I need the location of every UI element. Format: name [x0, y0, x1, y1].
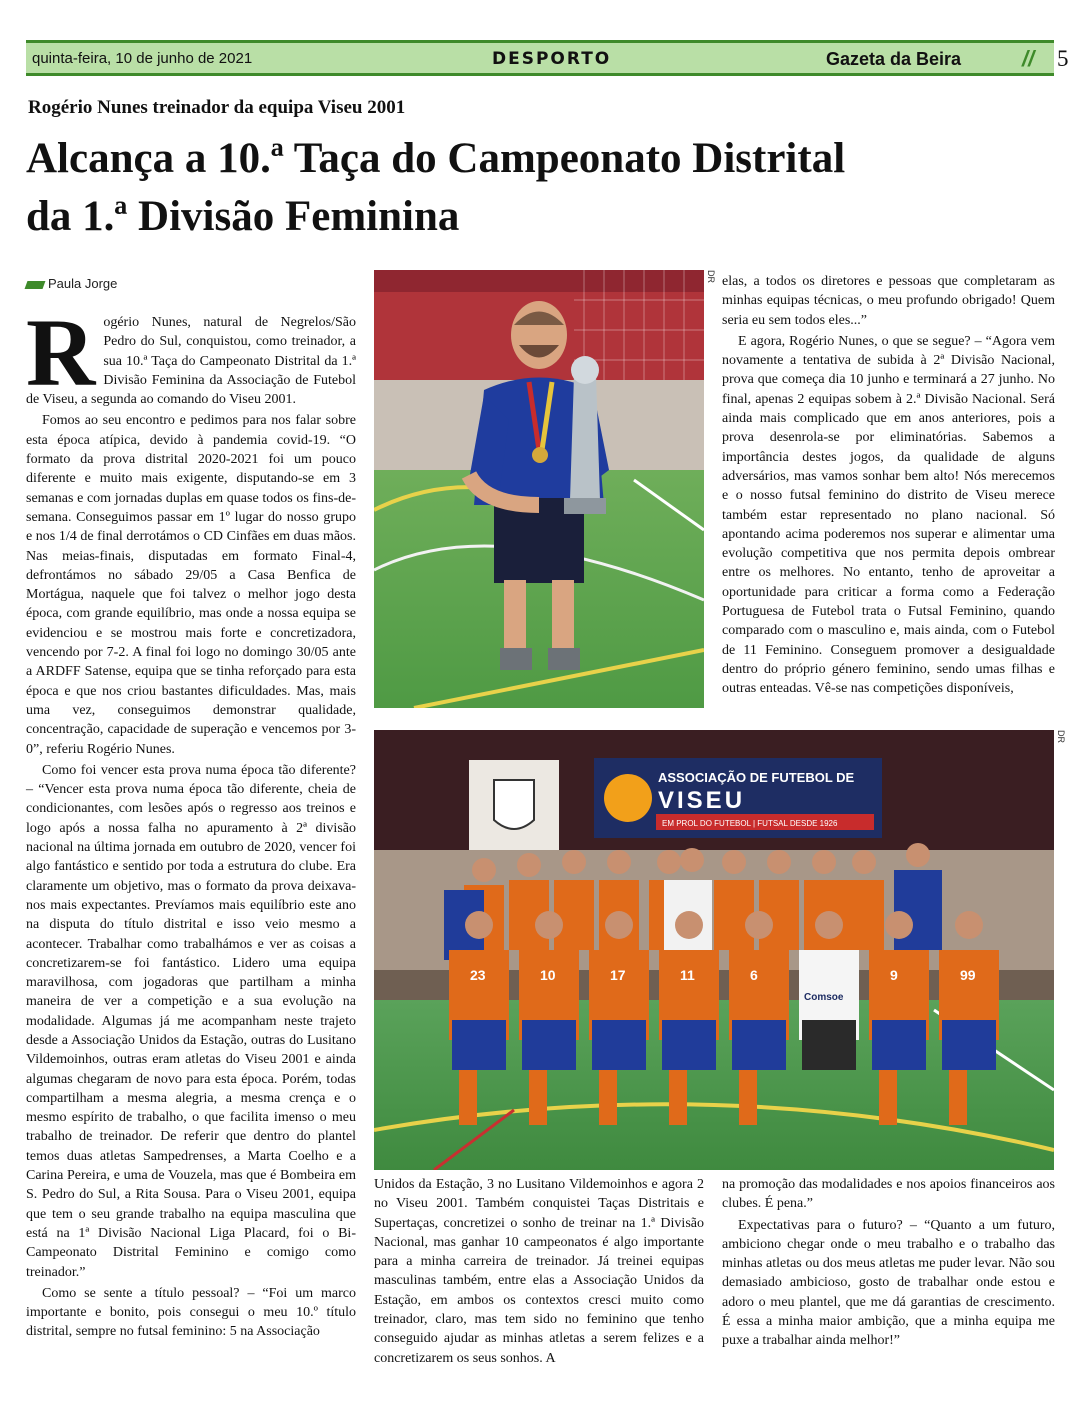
jersey-number: 23: [470, 967, 486, 983]
paragraph: E agora, Rogério Nunes, o que se segue? – “Agora vem novamente a tentativa de subida à 2ª Divisão Nacional, prova que começa dia 10 junho e terminará a 27 junho. No final, apenas 2 equipas sobem à 2.ª Divisão Nacional. Será ainda mais complicado que em anos anteriores, pois a prova desenrola-se por eliminatórias. Sabemos a importância destes jogos, da qualidade de alguns adversários, mas vamos sonhar bem alto! Nós merecemos e o nosso futsal feminino do distrito de Viseu merece também estar representado no plano nacional. Só apontando acima poderemos nos superar e alimentar uma evolução competitiva que nos permita depois ombrear entre os melhores. No entanto, tenho de aproveitar a oportunidade para criticar a forma como a Federação Portuguesa de Futebol trata o Futsal Feminino, quando comparado com o masculino e, mais ainda, com o Futebol de 11 Feminino. Conseguem promover a desigualdade dentro do próprio género feminino, sendo umas filhas e outras enteadas. Vê-se nas competições disponíveis,: [722, 333, 1055, 697]
paragraph-text: ogério Nunes, natural de Negrelos/São Pedro do Sul, conquistou, como treinador, a sua 10.ª Taça do Campeonato Distrital da 1.ª Divisão Feminina da Associação de Futebol de Viseu, a segunda ao comando do Viseu 2001.: [26, 315, 356, 408]
header-separator: //: [1022, 46, 1035, 71]
coach-trophy-photo: [374, 270, 704, 708]
author-name: Paula Jorge: [48, 276, 118, 291]
paragraph: Como foi vencer esta prova numa época tão diferente? – “Vencer esta prova numa época tão diferente, cheia de condicionantes, com lesões após o regresso aos treinos e logo após a nossa falha no apuramento à 2ª divisão nacional na última jornada em outubro de 2020, vencer foi algo fantástico e sentido por toda a estrutura do clube. Era claramente um objetivo, mas o formato da prova deixava-nos mais expectantes. Prevíamos mais equilíbrio este ano na disputa do título distrital e isso veio mesmo a acontecer. Trabalhar como trabalhámos e ver as coisas a concretizarem-se foi fantástico. Lidero uma equipa maravilhosa, com jogadoras que partilham a minha maneira de ver a competição e a sua evolução na modalidade. Algumas já me acompanham neste trajeto desde a Associação Unidos da Estação, outras do Lusitano Vildemoinhos, outras eram atletas do Viseu 2001 e ainda algumas chegaram de novo para esta época. Porém, todas compartilham a mesma alegria, a mesma crença e o mesmo espírito de trabalho, o que facilita imenso o meu trabalho de treinador. De referir que dentro do plantel temos duas atletas Sampedrenses, a Marta Coelho e a Carina Pereira, e uma de Vouzela, mas que é Bombeira em S. Pedro do Sul, a Rita Sousa. Para o Viseu 2001, equipa que tem o seu grande trabalho na equipa masculina que está na 1ª Divisão Nacional Liga Placard, foi o Bi-Campeonato Distrital Feminino e comigo como treinador.”: [26, 762, 356, 1280]
banner-line-1: ASSOCIAÇÃO DE FUTEBOL DE: [658, 770, 855, 785]
team-photo: [374, 730, 1054, 1170]
headline-line-2: da 1.ª Divisão Feminina: [26, 193, 460, 240]
article-column-3-top: [722, 272, 1055, 701]
jersey-number: 99: [960, 967, 976, 983]
article-column-3-bottom: [722, 1175, 1055, 1353]
paragraph: Como se sente a título pessoal? – “Foi um marco importante e bonito, pois consegui o meu 10.º título distrital, sempre no futsal feminino: 5 na Associação: [26, 1285, 356, 1340]
jersey-number: 6: [750, 967, 758, 983]
article-column-2: [374, 1175, 704, 1370]
page-header: [26, 40, 1069, 76]
paragraph: Unidos da Estação, 3 no Lusitano Vildemoinhos e agora 2 no Viseu 2001. Também conquistei Taças Distritais e Supertaças, concretizei o sonho de treinar na 1.ª Divisão Nacional, mas ganhar 10 campeonatos é algo importante para a minha carreira de treinador. Já treinei equipas masculinas também, entre elas a Associação Unidos da Estação, em ambos os contextos cresci muito como treinador, claro, mas tem sido no feminino que tenho conseguido ajudar as minhas atletas a serem felizes e a concretizarem os seus sonhos. A: [374, 1177, 704, 1366]
byline: [26, 276, 117, 291]
newspaper-name: Gazeta da Beira: [826, 49, 962, 69]
jersey-number: 17: [610, 967, 626, 983]
paragraph: Fomos ao seu encontro e pedimos para nos falar sobre esta época atípica, devido à pandemia covid-19. “O formato da prova distrital 2020-2021 foi um pouco diferente e muito mais exigente, disputando-se em 3 semanas e com jornadas duplas em quase todos os fins-de-semana. Conseguimos passar em 1º lugar do nosso grupo e nos 1/4 de final derrotámos o CD Cinfães em duas mãos. Nas meias-finais, disputadas em formato Final-4, defrontámos no sábado 29/05 a Casa Benfica de Mortágua, naquele que foi talvez o melhor jogo desta época, com grande equilíbrio, mas onde a nossa equipa se evidenciou e se mostrou mais forte e concretizadora, vencendo por 7-2. A final foi logo no domingo 30/05 ante a ARDFF Satense, equipa que se tinha reforçado para esta época e que nos criou bastantes dificuldades. Mas, mais uma vez, conseguimos demonstrar qualidade, concentração, capacidade de superação e vencemos por 3-0”, referiu Rogério Nunes.: [26, 413, 356, 757]
banner-line-3: EM PROL DO FUTEBOL | FUTSAL DESDE 1926: [662, 819, 838, 828]
article-headline: [26, 130, 1046, 246]
jersey-number: 9: [890, 967, 898, 983]
jersey-number: 11: [680, 967, 695, 983]
team-photo-illustration: [374, 730, 1054, 1170]
paragraph: na promoção das modalidades e nos apoios financeiros aos clubes. É pena.”: [722, 1177, 1055, 1212]
drop-cap: R: [26, 299, 96, 406]
page-number: 5: [1057, 46, 1069, 71]
photo-credit: DR: [706, 270, 716, 283]
article-kicker: Rogério Nunes treinador da equipa Viseu 2001: [28, 97, 406, 118]
paragraph: elas, a todos os diretores e pessoas que completaram as minhas equipas técnicas, o meu profundo obrigado! Quem seria eu sem todos eles...”: [722, 274, 1055, 328]
jersey-sponsor: Comsoe: [804, 992, 844, 1003]
banner-line-2: VISEU: [658, 787, 746, 814]
issue-date: quinta-feira, 10 de junho de 2021: [32, 50, 253, 67]
photo-credit: DR: [1056, 730, 1066, 743]
byline-marker-icon: [25, 281, 46, 289]
paragraph: Expectativas para o futuro? – “Quanto a um futuro, ambiciono chegar onde o meu trabalho e o trabalho das minhas atletas ou dos meus atletas me puder levar. Não sou demasiado ambicioso, gosto de trabalhar onde estou e adoro o meu plantel, que me dá garantias de crescimento. É essa a minha maior ambição, que a minha equipa me puxe a trabalhar ainda melhor!”: [722, 1217, 1055, 1349]
coach-photo-illustration: [374, 270, 704, 708]
back-row-players: [444, 843, 942, 960]
article-column-1: [26, 299, 356, 1344]
paragraph: [26, 299, 356, 409]
section-title: DESPORTO: [492, 49, 612, 69]
jersey-number: 10: [540, 967, 556, 983]
headline-line-1: Alcança a 10.ª Taça do Campeonato Distrital: [26, 135, 846, 182]
